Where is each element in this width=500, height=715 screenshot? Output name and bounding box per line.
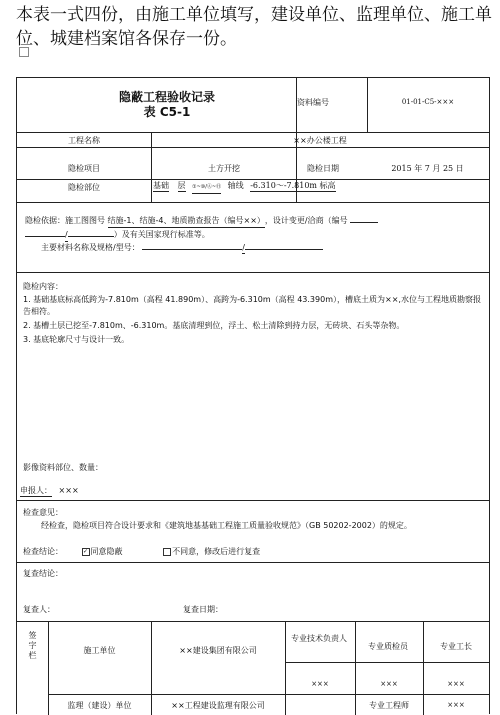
tech-lead-label: 专业技术负责人 (291, 634, 347, 643)
conclusion-opt1-label: 同意隐蔽 (90, 547, 123, 556)
location-part4: -6.310～-7.810m 标高 (250, 181, 336, 190)
form-title-line2: 表 C5-1 (143, 105, 191, 119)
engineer-value: ××× (447, 701, 465, 709)
recheck-date-label: 复查日期： (183, 605, 223, 614)
conclusion-opt2-label: 不同意，修改后进行复查 (172, 547, 261, 556)
location-part3: 轴线 (227, 181, 244, 190)
basis-blank-right (68, 236, 114, 237)
location-part2: 层 (177, 181, 186, 190)
foreman-label: 专业工长 (440, 642, 472, 651)
foreman-value: ××× (447, 680, 465, 688)
applicant-line (20, 485, 220, 497)
check-agree-checkbox[interactable]: ✓ (83, 547, 89, 555)
item-value: 土方开挖 (208, 164, 240, 173)
materials-slash: / (242, 243, 245, 252)
sign-col-label: 签字栏 (28, 631, 37, 660)
content-item-3: 3. 基底轮廓尺寸与设计一致。 (23, 335, 130, 344)
recheck-conclusion-label: 复查结论： (23, 569, 63, 578)
applicant-label: 申报人： (20, 486, 52, 495)
location-label: 隐检部位 (68, 183, 100, 192)
content-label: 隐检内容： (23, 282, 63, 291)
basis-drawings: 结施-1、结施-4、地质勘查报告（编号××） (108, 214, 265, 228)
rechecker-label: 复查人： (23, 605, 55, 614)
tech-lead-value: ××× (311, 680, 329, 688)
project-name-value: ××办公楼工程 (293, 136, 347, 145)
conclusion-line (23, 546, 483, 557)
inspection-form (16, 77, 490, 714)
basis-blank-left (25, 236, 65, 237)
basis-change-value (350, 222, 378, 223)
basis-suffix: ）及有关国家现行标准等。 (113, 230, 210, 239)
content-item-2: 2. 基槽土层已挖至-7.810m、-6.310m。基底清理到位，浮土、松土清除到持力层，无砖块、石头等杂物。 (23, 321, 405, 330)
location-value (153, 180, 489, 194)
image-label: 影像资料部位、数量： (23, 463, 103, 472)
materials-line (41, 242, 481, 254)
qc-value: ××× (380, 680, 398, 688)
item-label: 隐检项目 (68, 164, 100, 173)
basis-slash: / (65, 228, 68, 242)
materials-blank2 (245, 249, 323, 250)
supervisor-value: ××工程建设监理有限公司 (171, 701, 265, 710)
engineer-label: 专业工程师 (369, 701, 409, 710)
intro-text: 本表一式四份，由施工单位填写，建设单位、监理单位、施工单位、城建档案馆各保存一份。 (16, 5, 492, 49)
form-title (37, 90, 297, 120)
opinion-label: 检查意见： (23, 508, 63, 517)
content-item-1: 1. 基础基底标高低跨为-7.810m（高程 41.890m）、高跨为-6.310m（高程 43.390m），槽底土质为××,水位与工程地质勘察报告相符。 (23, 295, 481, 316)
conclusion-opt1[interactable] (82, 547, 123, 556)
check-disagree-checkbox[interactable] (163, 548, 171, 556)
opinion-text: 经检查，隐检项目符合设计要求和《建筑地基基础工程施工质量验收规范》（GB 50202-2002）的规定。 (41, 521, 412, 530)
doc-no-value: 01-01-C5-××× (401, 98, 455, 106)
contractor-value: ××建设集团有限公司 (179, 646, 257, 655)
location-axis: ①~⑩/Ⓐ~Ⓗ (192, 182, 221, 194)
qc-label: 专业质检员 (368, 642, 408, 651)
materials-label: 主要材料名称及规格/型号： (41, 243, 140, 252)
content-items (23, 294, 483, 346)
supervisor-label: 监理（建设）单位 (67, 701, 132, 710)
date-value: 2015 年 7 月 25 日 (391, 164, 464, 173)
conclusion-opt2[interactable] (163, 547, 260, 556)
applicant-value: ××× (58, 486, 79, 495)
contractor-label: 施工单位 (83, 646, 116, 655)
small-checkbox[interactable] (19, 47, 29, 57)
doc-no-label: 资料编号 (297, 98, 329, 107)
materials-blank1 (142, 249, 242, 250)
basis-section (25, 214, 485, 242)
basis-prefix: 隐检依据：施工图图号 (25, 216, 105, 225)
date-label: 隐检日期 (307, 164, 339, 173)
form-title-line1: 隐蔽工程验收记录 (118, 90, 215, 104)
project-name-label: 工程名称 (68, 136, 100, 145)
location-part1: 基础 (153, 181, 169, 190)
basis-change-label: ，设计变更/洽商（编号 (264, 216, 348, 225)
conclusion-label: 检查结论： (23, 547, 63, 556)
